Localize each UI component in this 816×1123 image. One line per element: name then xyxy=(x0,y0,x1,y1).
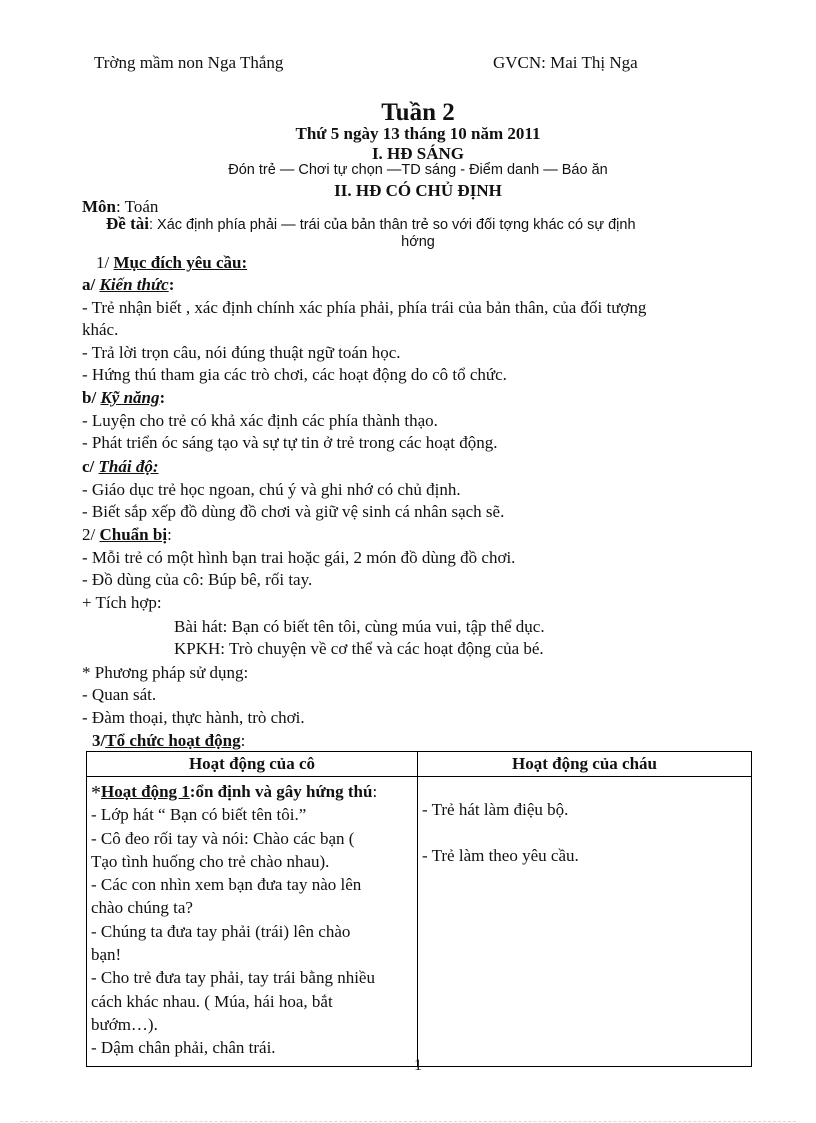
integration-item: KPKH: Trò chuyện về cơ thể và các hoạt động của bé. xyxy=(174,639,544,659)
methods-heading: * Phương pháp sử dụng: xyxy=(82,663,249,682)
attitude-heading: Thái độ: xyxy=(98,457,159,476)
teacher-activity-line: cách khác nhau. ( Múa, hái hoa, bắt xyxy=(91,991,333,1011)
objectives-heading-line xyxy=(96,252,247,274)
teacher-activity-line: - Lớp hát “ Bạn có biết tên tôi.” xyxy=(91,805,307,825)
children-activities-cell xyxy=(418,777,752,1067)
attitude-list xyxy=(82,479,504,524)
topic-label: Đề tài xyxy=(106,214,149,233)
integration-list xyxy=(174,616,545,661)
topic-continuation xyxy=(0,233,816,251)
activity1-heading-line: *Hoạt động 1:ổn định và gây hứng thú: xyxy=(91,782,378,804)
page-bottom-divider xyxy=(20,1121,796,1122)
morning-activities-text: Đón trẻ — Chơi tự chọn —TD sáng - Điểm danh — Báo ăn xyxy=(228,162,608,178)
knowledge-list xyxy=(82,297,646,386)
skills-prefix: b/ xyxy=(82,388,101,407)
attitude-prefix: c/ xyxy=(82,457,99,476)
preparation-item: - Đồ dùng của cô: Búp bê, rối tay. xyxy=(82,570,313,590)
objectives-prefix: 1/ xyxy=(96,253,114,272)
children-activity-line: - Trẻ hát làm điệu bộ. xyxy=(422,800,569,819)
table-header-row xyxy=(87,752,752,777)
skills-heading: Kỹ năng xyxy=(100,388,160,407)
teacher-activity-line: bạn! xyxy=(91,945,122,965)
section-morning-heading: I. HĐ SÁNG xyxy=(371,144,465,163)
preparation-item: + Tích hợp: xyxy=(82,592,162,612)
preparation-heading: Chuẩn bị xyxy=(99,525,168,544)
teacher-activity-line: - Các con nhìn xem bạn đưa tay nào lên xyxy=(91,875,362,895)
attitude-item: - Biết sắp xếp đồ dùng đồ chơi và giữ vệ sinh cá nhân sạch sẽ. xyxy=(82,502,505,522)
skills-item: - Phát triển óc sáng tạo và sự tự tin ở trẻ trong các hoạt động. xyxy=(82,433,498,453)
children-activity-line: - Trẻ làm theo yêu cầu. xyxy=(422,846,579,866)
preparation-prefix: 2/ xyxy=(82,525,100,544)
knowledge-item: - Trả lời trọn câu, nói đúng thuật ngữ toán học. xyxy=(82,342,401,362)
methods-item: - Quan sát. xyxy=(82,685,157,705)
teacher-name: GVCN: Mai Thị Nga xyxy=(493,53,638,72)
teacher-activity-line: chào chúng ta? xyxy=(91,898,193,918)
table-row xyxy=(87,777,752,1067)
teacher-activity-line: Tạo tình huống cho trẻ chào nhau). xyxy=(91,851,330,871)
school-name: Trờng mầm non Nga Thắng xyxy=(94,53,284,72)
skills-list xyxy=(82,410,497,455)
objectives-heading: Mục đích yêu cầu: xyxy=(113,253,248,272)
teacher-activity-line: - Cho trẻ đưa tay phải, tay trái bằng nhiều xyxy=(91,968,375,988)
methods-item: - Đàm thoại, thực hành, trò chơi. xyxy=(82,707,305,727)
page-number: 1 xyxy=(414,1057,422,1074)
skills-item: - Luyện cho trẻ có khả xác định các phía thành thạo. xyxy=(82,411,438,430)
activity1-heading-rest: :ổn định và gây hứng thú xyxy=(189,782,373,801)
teacher-activity-line: - Chúng ta đưa tay phải (trái) lên chào xyxy=(91,921,351,941)
topic-text-line2: hớng xyxy=(401,234,435,250)
knowledge-item: - Hứng thú tham gia các trò chơi, các hoạt động do cô tổ chức. xyxy=(82,364,507,384)
knowledge-heading-line: a/ Kiến thức: xyxy=(82,275,175,294)
activity1-heading: Hoạt động 1 xyxy=(101,782,190,801)
teacher-activities-cell xyxy=(87,777,418,1067)
topic-line xyxy=(106,214,636,234)
topic-text-line1: : Xác định phía phải — trái của bản thân trẻ so với đối tợng khác có sự định xyxy=(148,217,636,233)
attitude-heading-line xyxy=(82,456,159,478)
preparation-heading-line: 2/ Chuẩn bị: xyxy=(82,525,172,544)
week-title: Tuần 2 xyxy=(381,99,455,126)
teacher-column-header: Hoạt động của cô xyxy=(87,752,418,777)
subject-label: Môn xyxy=(82,197,116,216)
attitude-item: - Giáo dục trẻ học ngoan, chú ý và ghi nhớ có chủ định. xyxy=(82,480,461,499)
preparation-list xyxy=(82,547,515,614)
activities-table xyxy=(86,751,752,1067)
knowledge-heading: Kiến thức xyxy=(99,275,169,294)
morning-activities xyxy=(0,161,816,179)
integration-item: Bài hát: Bạn có biết tên tôi, cùng múa vui, tập thể dục. xyxy=(174,617,545,636)
preparation-item: - Mỗi trẻ có một hình bạn trai hoặc gái, 2 món đồ dùng đồ chơi. xyxy=(82,548,516,567)
section-directed-heading: II. HĐ CÓ CHỦ ĐỊNH xyxy=(334,181,502,200)
organization-heading-line: 3/Tổ chức hoạt động: xyxy=(92,731,246,750)
organization-prefix: 3/ xyxy=(92,731,106,750)
methods-list xyxy=(82,662,305,729)
skills-heading-line: b/ Kỹ năng: xyxy=(82,388,166,407)
knowledge-prefix: a/ xyxy=(82,275,100,294)
organization-heading: Tổ chức hoạt động xyxy=(105,731,241,750)
teacher-activity-line: - Cô đeo rối tay và nói: Chào các bạn ( xyxy=(91,828,355,848)
subject-value: : Toán xyxy=(116,197,159,216)
knowledge-item: - Trẻ nhận biết , xác định chính xác phía phải, phía trái của bản thân, của đối tượng xyxy=(82,298,647,317)
teacher-activity-line: - Dậm chân phải, chân trái. xyxy=(91,1038,276,1058)
knowledge-item: khác. xyxy=(82,320,119,340)
teacher-activity-line: bướm…). xyxy=(91,1014,158,1034)
date-title: Thứ 5 ngày 13 tháng 10 năm 2011 xyxy=(295,124,541,143)
children-column-header: Hoạt động của cháu xyxy=(418,752,752,777)
